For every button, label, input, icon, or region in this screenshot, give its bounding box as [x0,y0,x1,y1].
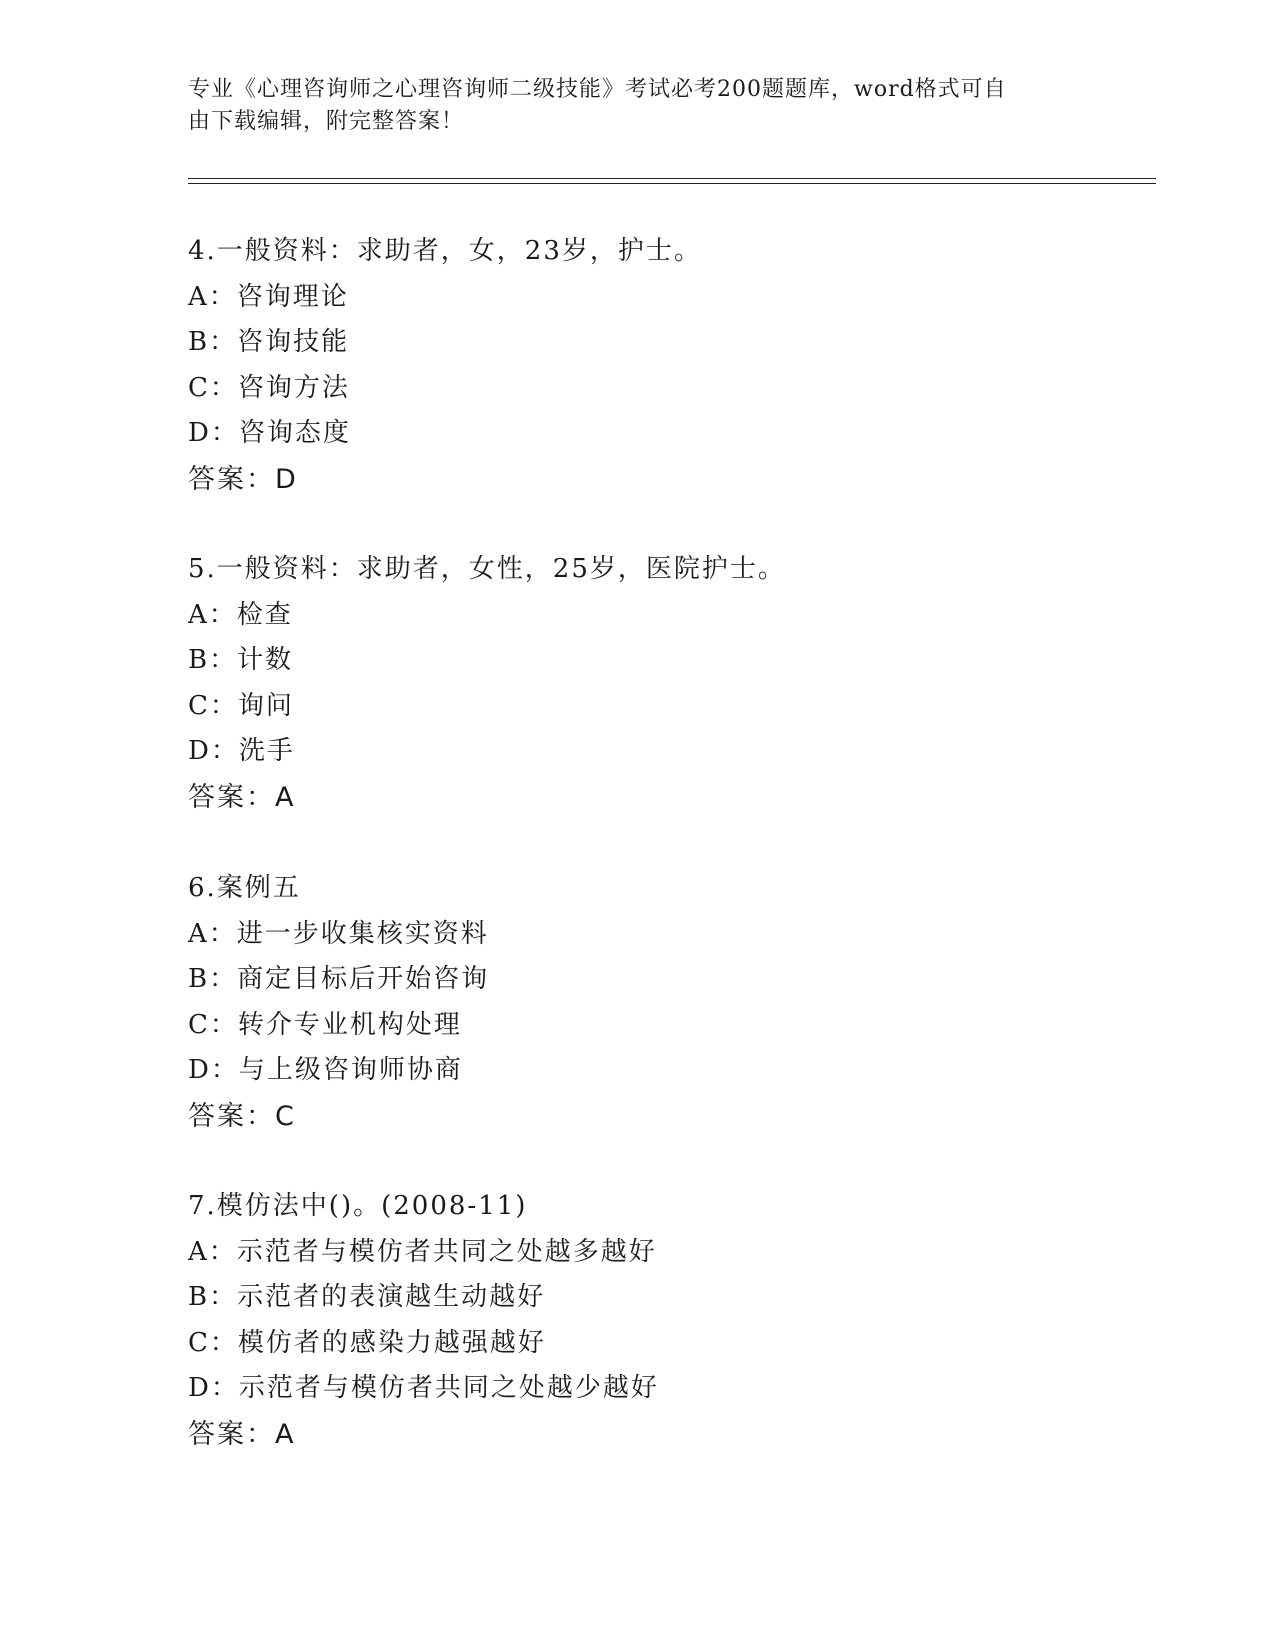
question-5 [188,547,1088,821]
option-c: C：转介专业机构处理 [188,1009,462,1040]
option-c: C：咨询方法 [188,372,350,403]
question-stem: 6.案例五 [188,873,301,903]
header-divider-bottom [188,183,1156,184]
question-6 [188,866,1088,1140]
question-7 [188,1184,1088,1458]
question-stem: 4.一般资料：求助者，女，23岁，护士。 [188,236,702,266]
answer-line: 答案：A [188,781,296,813]
question-stem: 5.一般资料：求助者，女性，25岁，医院护士。 [188,554,786,584]
option-b: B：咨询技能 [188,327,350,357]
question-4 [188,229,1088,503]
option-a: A：咨询理论 [188,281,349,312]
header-line-1: 专业《心理咨询师之心理咨询师二级技能》考试必考200题题库，word格式可自 [188,77,1007,102]
option-b: B：商定目标后开始咨询 [188,964,490,994]
option-b: B：示范者的表演越生动越好 [188,1282,546,1312]
option-a: A：示范者与模仿者共同之处越多越好 [188,1236,657,1267]
document-header [188,74,1068,138]
answer-line: 答案：A [188,1418,296,1450]
header-divider-top [188,178,1156,179]
answer-line: 答案：C [188,1100,296,1132]
option-c: C：询问 [188,690,294,721]
option-b: B：计数 [188,645,294,675]
option-d: D：洗手 [188,736,295,766]
option-c: C：模仿者的感染力越强越好 [188,1327,546,1358]
option-d: D：示范者与模仿者共同之处越少越好 [188,1373,659,1403]
option-a: A：进一步收集核实资料 [188,918,489,949]
header-line-2: 由下载编辑，附完整答案！ [188,109,465,134]
question-stem: 7.模仿法中()。(2008-11) [188,1191,528,1221]
option-d: D：咨询态度 [188,418,351,448]
option-d: D：与上级咨询师协商 [188,1055,463,1085]
option-a: A：检查 [188,599,293,630]
answer-line: 答案：D [188,463,298,495]
